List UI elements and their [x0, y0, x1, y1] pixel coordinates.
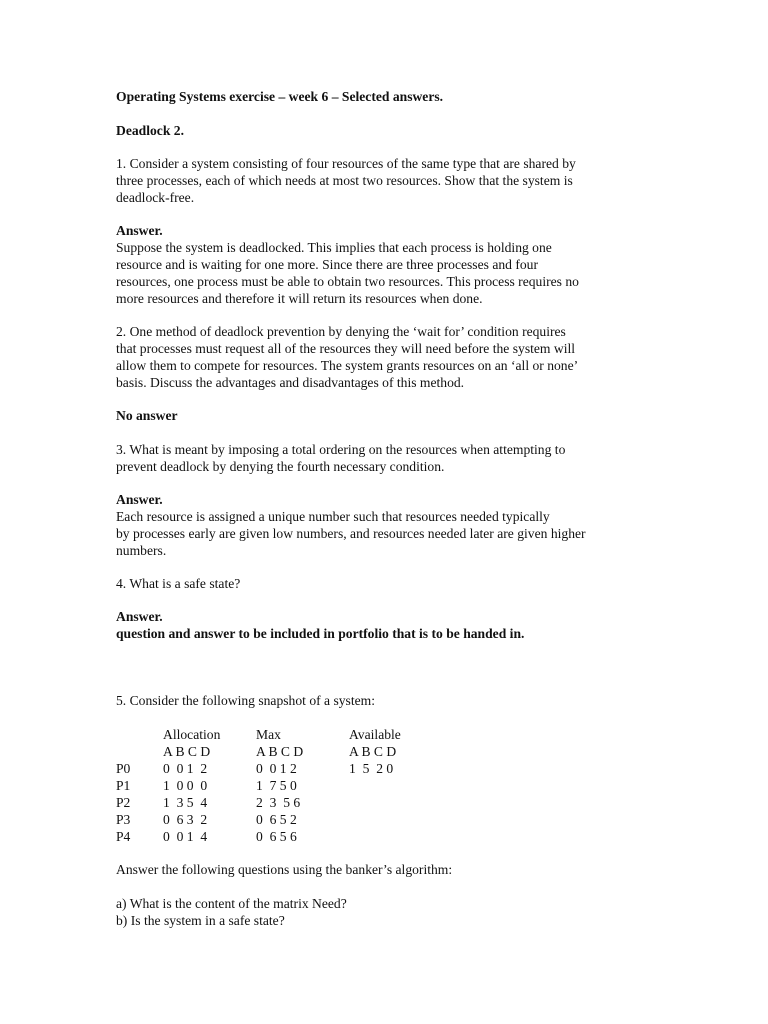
- document-title: Operating Systems exercise – week 6 – Selected answers.: [116, 89, 444, 104]
- q1-answer-line: more resources and therefore it will return its resources when done.: [116, 291, 483, 306]
- q1-line: three processes, each of which needs at most two resources. Show that the system is: [116, 173, 573, 188]
- q1-answer-line: resources, one process must be able to obtain two resources. This process requires no: [116, 274, 579, 289]
- q1-answer-line: resource and is waiting for one more. Since there are three processes and four: [116, 257, 538, 272]
- process-label: P3: [116, 812, 131, 827]
- q2-line: that processes must request all of the resources they will need before the system will: [116, 341, 576, 356]
- max-cell: 0 6 5 6: [256, 829, 297, 844]
- q1-answer-line: Suppose the system is deadlocked. This implies that each process is holding one: [116, 240, 552, 255]
- subheader-allocation: A B C D: [163, 744, 211, 759]
- max-cell: 0 0 1 2: [256, 761, 297, 776]
- header-allocation: Allocation: [163, 727, 221, 742]
- q3-answer-line: numbers.: [116, 543, 167, 558]
- allocation-cell: 1 0 0 0: [163, 778, 208, 793]
- q5-instruction: Answer the following questions using the banker’s algorithm:: [116, 862, 453, 877]
- process-label: P2: [116, 795, 131, 810]
- available-cell: 1 5 2 0: [349, 761, 394, 776]
- section-heading: Deadlock 2.: [116, 123, 184, 138]
- header-available: Available: [349, 727, 401, 742]
- q3-line: 3. What is meant by imposing a total ordering on the resources when attempting to: [116, 442, 566, 457]
- q5-line: 5. Consider the following snapshot of a system:: [116, 693, 376, 708]
- q4-line: 4. What is a safe state?: [116, 576, 241, 591]
- q3-answer-line: by processes early are given low numbers, and resources needed later are given higher: [116, 526, 586, 541]
- q1-line: 1. Consider a system consisting of four resources of the same type that are shared by: [116, 156, 576, 171]
- allocation-cell: 0 0 1 4: [163, 829, 208, 844]
- allocation-cell: 0 6 3 2: [163, 812, 208, 827]
- subheader-max: A B C D: [256, 744, 304, 759]
- q2-no-answer: No answer: [116, 408, 178, 423]
- q5-sub-a: a) What is the content of the matrix Need?: [116, 896, 347, 911]
- allocation-cell: 1 3 5 4: [163, 795, 208, 810]
- subheader-available: A B C D: [349, 744, 397, 759]
- max-cell: 1 7 5 0: [256, 778, 297, 793]
- q3-answer-label: Answer.: [116, 492, 163, 507]
- max-cell: 0 6 5 2: [256, 812, 297, 827]
- q4-portfolio-note: question and answer to be included in portfolio that is to be handed in.: [116, 626, 525, 641]
- q3-answer-line: Each resource is assigned a unique number such that resources needed typically: [116, 509, 550, 524]
- process-label: P4: [116, 829, 131, 844]
- q2-line: allow them to compete for resources. The system grants resources on an ‘all or none’: [116, 358, 579, 373]
- max-cell: 2 3 5 6: [256, 795, 301, 810]
- q2-line: basis. Discuss the advantages and disadvantages of this method.: [116, 375, 465, 390]
- q1-answer-label: Answer.: [116, 223, 163, 238]
- allocation-cell: 0 0 1 2: [163, 761, 208, 776]
- q1-line: deadlock-free.: [116, 190, 195, 205]
- q5-sub-b: b) Is the system in a safe state?: [116, 913, 285, 928]
- header-max: Max: [256, 727, 281, 742]
- process-label: P0: [116, 761, 131, 776]
- q4-answer-label: Answer.: [116, 609, 163, 624]
- q2-line: 2. One method of deadlock prevention by denying the ‘wait for’ condition requires: [116, 324, 566, 339]
- q3-line: prevent deadlock by denying the fourth necessary condition.: [116, 459, 445, 474]
- process-label: P1: [116, 778, 131, 793]
